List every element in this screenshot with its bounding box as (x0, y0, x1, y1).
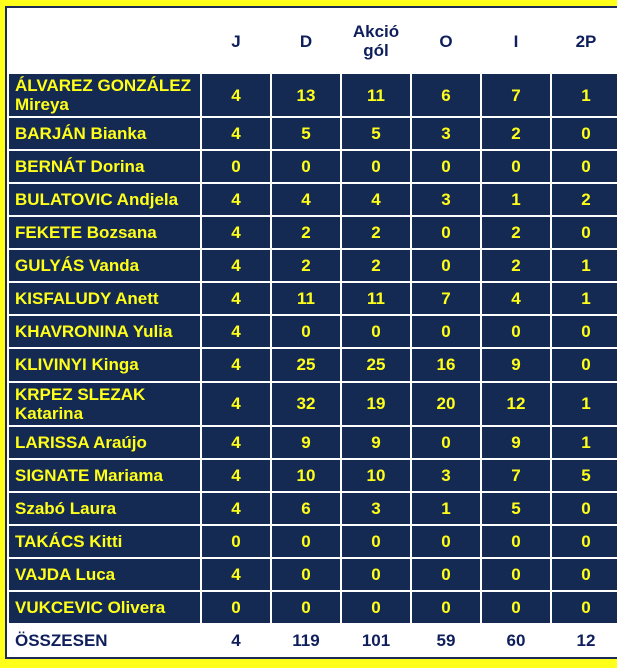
cell-i: 4 (482, 283, 550, 314)
player-name: VAJDA Luca (9, 559, 200, 590)
cell-i: 0 (482, 592, 550, 623)
cell-o: 20 (412, 383, 480, 425)
header-corner-cell (9, 10, 200, 72)
player-name: GULYÁS Vanda (9, 250, 200, 281)
table-row (9, 151, 617, 182)
cell-akcio: 11 (342, 283, 410, 314)
col-header-2p: 2P (552, 10, 617, 72)
cell-d: 4 (272, 184, 340, 215)
col-header-akcio-gol: Akció gól (342, 10, 410, 72)
cell-d: 0 (272, 559, 340, 590)
col-header-o: O (412, 10, 480, 72)
total-j: 4 (202, 625, 270, 655)
cell-o: 0 (412, 592, 480, 623)
table-row (9, 283, 617, 314)
cell-j: 4 (202, 427, 270, 458)
cell-o: 3 (412, 460, 480, 491)
player-name: KHAVRONINA Yulia (9, 316, 200, 347)
cell-o: 16 (412, 349, 480, 380)
total-d: 119 (272, 625, 340, 655)
cell-2p: 0 (552, 118, 617, 149)
col-header-i: I (482, 10, 550, 72)
cell-i: 0 (482, 151, 550, 182)
table-row (9, 559, 617, 590)
player-name: BARJÁN Bianka (9, 118, 200, 149)
total-label: ÖSSZESEN (9, 625, 200, 655)
cell-d: 6 (272, 493, 340, 524)
cell-d: 0 (272, 592, 340, 623)
cell-i: 9 (482, 349, 550, 380)
cell-2p: 0 (552, 151, 617, 182)
cell-akcio: 19 (342, 383, 410, 425)
table-row (9, 250, 617, 281)
cell-d: 2 (272, 250, 340, 281)
cell-i: 2 (482, 217, 550, 248)
cell-j: 4 (202, 217, 270, 248)
player-stats-table (5, 6, 617, 659)
cell-o: 0 (412, 427, 480, 458)
cell-akcio: 0 (342, 592, 410, 623)
cell-d: 10 (272, 460, 340, 491)
table-row (9, 349, 617, 380)
total-o: 59 (412, 625, 480, 655)
cell-d: 0 (272, 316, 340, 347)
player-name: SIGNATE Mariama (9, 460, 200, 491)
table-row (9, 184, 617, 215)
player-name: KISFALUDY Anett (9, 283, 200, 314)
cell-j: 4 (202, 559, 270, 590)
cell-j: 4 (202, 74, 270, 116)
player-name: BULATOVIC Andjela (9, 184, 200, 215)
cell-2p: 1 (552, 427, 617, 458)
cell-akcio: 0 (342, 526, 410, 557)
cell-i: 2 (482, 250, 550, 281)
cell-2p: 1 (552, 283, 617, 314)
total-i: 60 (482, 625, 550, 655)
cell-2p: 0 (552, 349, 617, 380)
total-row (9, 625, 617, 655)
cell-o: 3 (412, 118, 480, 149)
cell-2p: 2 (552, 184, 617, 215)
header-row (9, 10, 617, 72)
cell-j: 4 (202, 118, 270, 149)
cell-i: 1 (482, 184, 550, 215)
table-row (9, 493, 617, 524)
player-name: KRPEZ SLEZAK Katarina (9, 383, 200, 425)
cell-2p: 0 (552, 493, 617, 524)
cell-2p: 1 (552, 383, 617, 425)
col-header-j: J (202, 10, 270, 72)
cell-i: 0 (482, 526, 550, 557)
cell-o: 0 (412, 217, 480, 248)
cell-akcio: 5 (342, 118, 410, 149)
cell-d: 25 (272, 349, 340, 380)
cell-d: 2 (272, 217, 340, 248)
cell-j: 4 (202, 493, 270, 524)
cell-j: 4 (202, 383, 270, 425)
cell-o: 0 (412, 250, 480, 281)
cell-akcio: 0 (342, 151, 410, 182)
table-row (9, 460, 617, 491)
cell-j: 4 (202, 316, 270, 347)
cell-2p: 1 (552, 74, 617, 116)
cell-2p: 0 (552, 559, 617, 590)
cell-j: 4 (202, 250, 270, 281)
cell-o: 0 (412, 526, 480, 557)
cell-d: 0 (272, 151, 340, 182)
cell-o: 0 (412, 559, 480, 590)
cell-i: 5 (482, 493, 550, 524)
cell-akcio: 2 (342, 250, 410, 281)
player-name: BERNÁT Dorina (9, 151, 200, 182)
cell-akcio: 9 (342, 427, 410, 458)
player-name: TAKÁCS Kitti (9, 526, 200, 557)
cell-akcio: 0 (342, 559, 410, 590)
cell-i: 9 (482, 427, 550, 458)
cell-i: 12 (482, 383, 550, 425)
cell-2p: 1 (552, 250, 617, 281)
table-row (9, 217, 617, 248)
cell-o: 0 (412, 151, 480, 182)
cell-o: 7 (412, 283, 480, 314)
cell-j: 4 (202, 349, 270, 380)
table-row (9, 383, 617, 425)
player-name: KLIVINYI Kinga (9, 349, 200, 380)
cell-akcio: 0 (342, 316, 410, 347)
cell-akcio: 4 (342, 184, 410, 215)
cell-d: 11 (272, 283, 340, 314)
total-akcio: 101 (342, 625, 410, 655)
col-header-d: D (272, 10, 340, 72)
player-name: Szabó Laura (9, 493, 200, 524)
player-name: VUKCEVIC Olivera (9, 592, 200, 623)
total-2p: 12 (552, 625, 617, 655)
cell-i: 0 (482, 559, 550, 590)
cell-o: 6 (412, 74, 480, 116)
cell-i: 7 (482, 74, 550, 116)
cell-2p: 0 (552, 316, 617, 347)
cell-d: 5 (272, 118, 340, 149)
player-name: ÁLVAREZ GONZÁLEZ Mireya (9, 74, 200, 116)
cell-akcio: 10 (342, 460, 410, 491)
cell-j: 0 (202, 526, 270, 557)
cell-d: 0 (272, 526, 340, 557)
table-row (9, 592, 617, 623)
cell-j: 4 (202, 460, 270, 491)
table-row (9, 74, 617, 116)
cell-2p: 5 (552, 460, 617, 491)
cell-o: 1 (412, 493, 480, 524)
cell-akcio: 25 (342, 349, 410, 380)
cell-akcio: 2 (342, 217, 410, 248)
cell-j: 4 (202, 283, 270, 314)
cell-i: 0 (482, 316, 550, 347)
stats-frame (5, 6, 609, 659)
cell-akcio: 11 (342, 74, 410, 116)
cell-j: 0 (202, 592, 270, 623)
table-row (9, 316, 617, 347)
cell-d: 13 (272, 74, 340, 116)
cell-akcio: 3 (342, 493, 410, 524)
cell-2p: 0 (552, 217, 617, 248)
cell-i: 7 (482, 460, 550, 491)
cell-j: 0 (202, 151, 270, 182)
table-row (9, 526, 617, 557)
table-row (9, 427, 617, 458)
cell-d: 32 (272, 383, 340, 425)
cell-i: 2 (482, 118, 550, 149)
cell-2p: 0 (552, 592, 617, 623)
player-name: LARISSA Araújo (9, 427, 200, 458)
cell-o: 0 (412, 316, 480, 347)
cell-o: 3 (412, 184, 480, 215)
cell-j: 4 (202, 184, 270, 215)
player-name: FEKETE Bozsana (9, 217, 200, 248)
cell-d: 9 (272, 427, 340, 458)
cell-2p: 0 (552, 526, 617, 557)
table-row (9, 118, 617, 149)
